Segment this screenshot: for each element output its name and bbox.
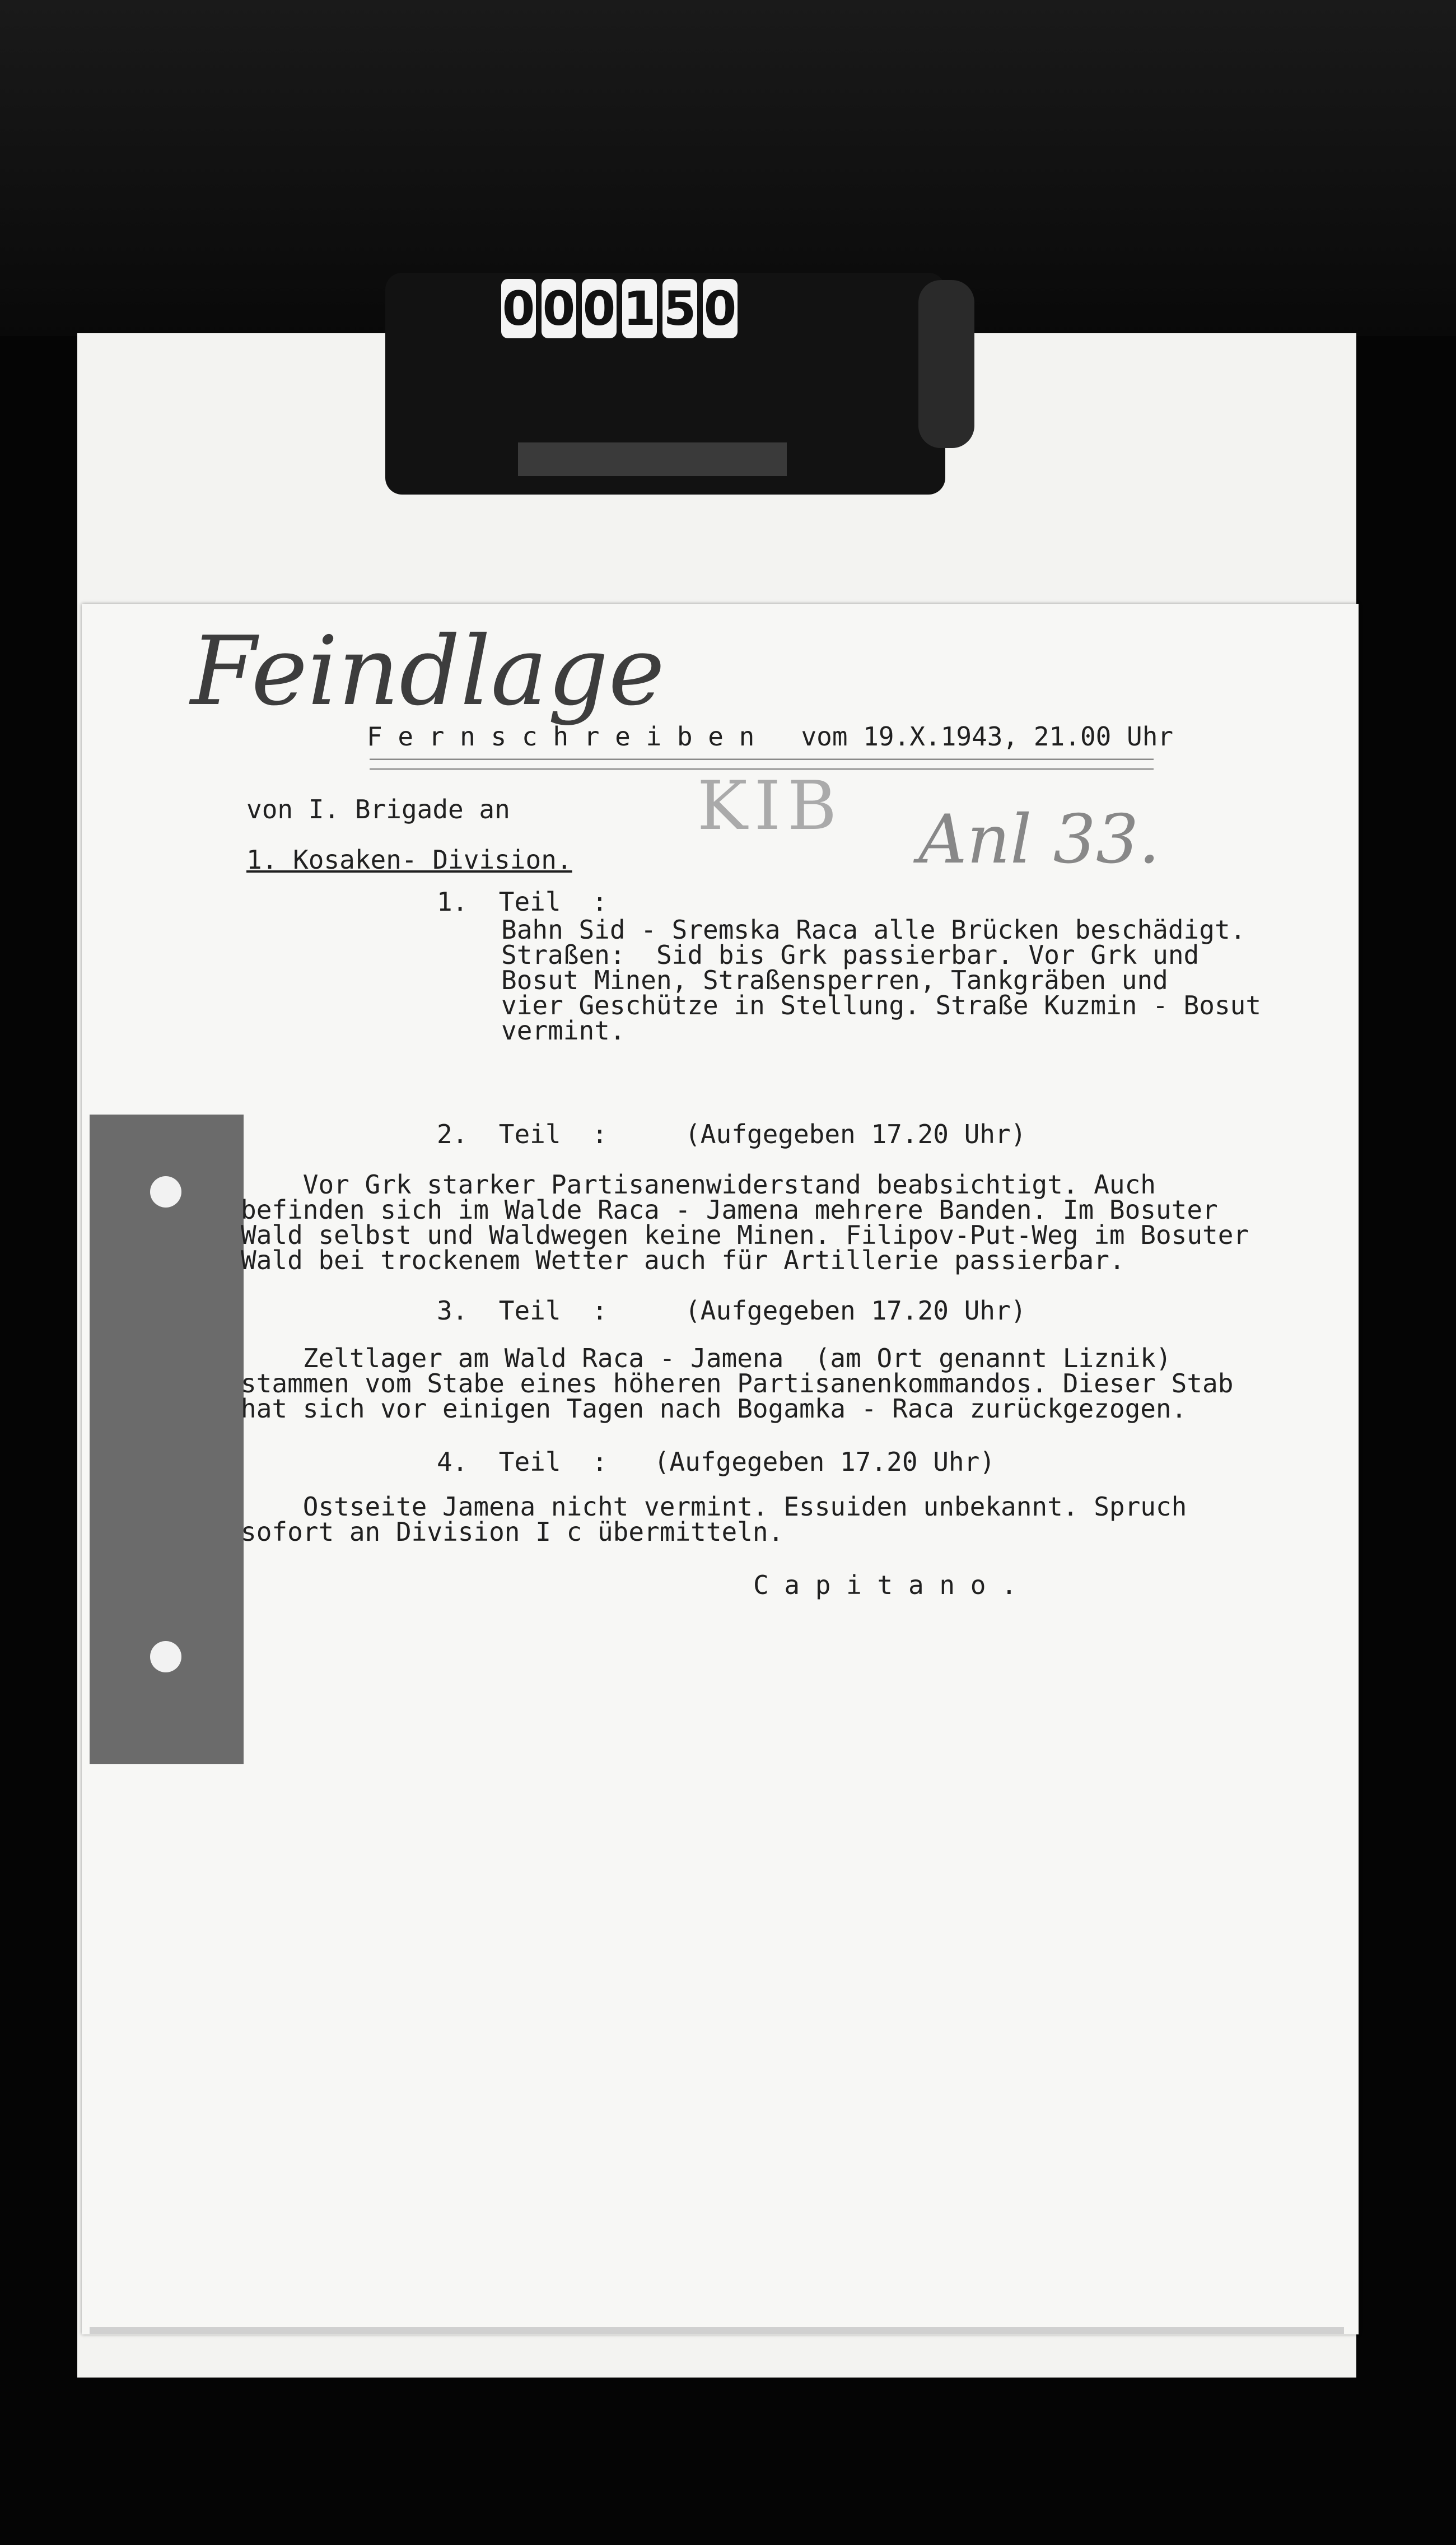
part-2-line: Wald bei trockenem Wetter auch für Artillerie passierbar. (241, 1245, 1125, 1275)
stamp-label-plate (518, 442, 787, 476)
part-3-heading: 3. Teil : (Aufgegeben 17.20 Uhr) (437, 1295, 1026, 1326)
document-heading: F e r n s c h r e i b e n vom 19.X.1943, 21.00 Uhr (367, 721, 1174, 752)
signature: C a p i t a n o . (753, 1570, 1017, 1600)
part-4-line: Ostseite Jamena nicht vermint. Essuiden unbekannt. Spruch (241, 1491, 1187, 1522)
page-bottom-edge (90, 2327, 1344, 2334)
handwritten-archive-ref: Anl 33. (918, 801, 1160, 879)
archive-counter (501, 279, 738, 341)
part-1-line: Bahn Sid - Sremska Raca alle Brücken beschädigt. (501, 915, 1246, 945)
binder-tab (90, 1115, 244, 1764)
part-1-line: vier Geschütze in Stellung. Straße Kuzmin - Bosut (501, 990, 1262, 1020)
part-1-line: Bosut Minen, Straßensperren, Tankgräben und (501, 965, 1168, 995)
part-2-line: befinden sich im Walde Raca - Jamena mehrere Banden. Im Bosuter (241, 1195, 1218, 1225)
punch-hole (150, 1641, 181, 1672)
punch-hole (150, 1176, 181, 1208)
from-line: von I. Brigade an (246, 794, 510, 824)
counter-digit: 0 (542, 279, 576, 338)
part-4-line: sofort an Division I c übermitteln. (241, 1517, 784, 1547)
to-line: 1. Kosaken- Division. (246, 845, 572, 875)
stamp-knob (918, 280, 974, 448)
counter-digit: 5 (662, 279, 697, 338)
counter-digit: 0 (501, 279, 536, 338)
part-3-line: stammen vom Stabe eines höheren Partisanenkommandos. Dieser Stab (241, 1368, 1234, 1399)
counter-digit: 0 (582, 279, 617, 338)
part-3-line: Zeltlager am Wald Raca - Jamena (am Ort genannt Liznik) (241, 1343, 1172, 1373)
part-2-line: Wald selbst und Waldwegen keine Minen. Filipov-Put-Weg im Bosuter (241, 1220, 1249, 1250)
part-2-heading: 2. Teil : (Aufgegeben 17.20 Uhr) (437, 1119, 1026, 1149)
counter-digit: 0 (703, 279, 738, 338)
handwritten-kib: KIB (697, 767, 844, 845)
part-4-heading: 4. Teil : (Aufgegeben 17.20 Uhr) (437, 1447, 995, 1477)
part-1-line: vermint. (501, 1015, 626, 1046)
part-1-heading: 1. Teil : (437, 887, 608, 917)
counter-digit: 1 (622, 279, 657, 338)
part-1-line: Straßen: Sid bis Grk passierbar. Vor Grk und (501, 940, 1200, 970)
handwritten-title: Feindlage (190, 616, 665, 727)
part-2-line: Vor Grk starker Partisanenwiderstand beabsichtigt. Auch (241, 1169, 1156, 1200)
part-3-line: hat sich vor einigen Tagen nach Bogamka - Raca zurückgezogen. (241, 1393, 1187, 1424)
heading-double-underline (370, 758, 1154, 770)
